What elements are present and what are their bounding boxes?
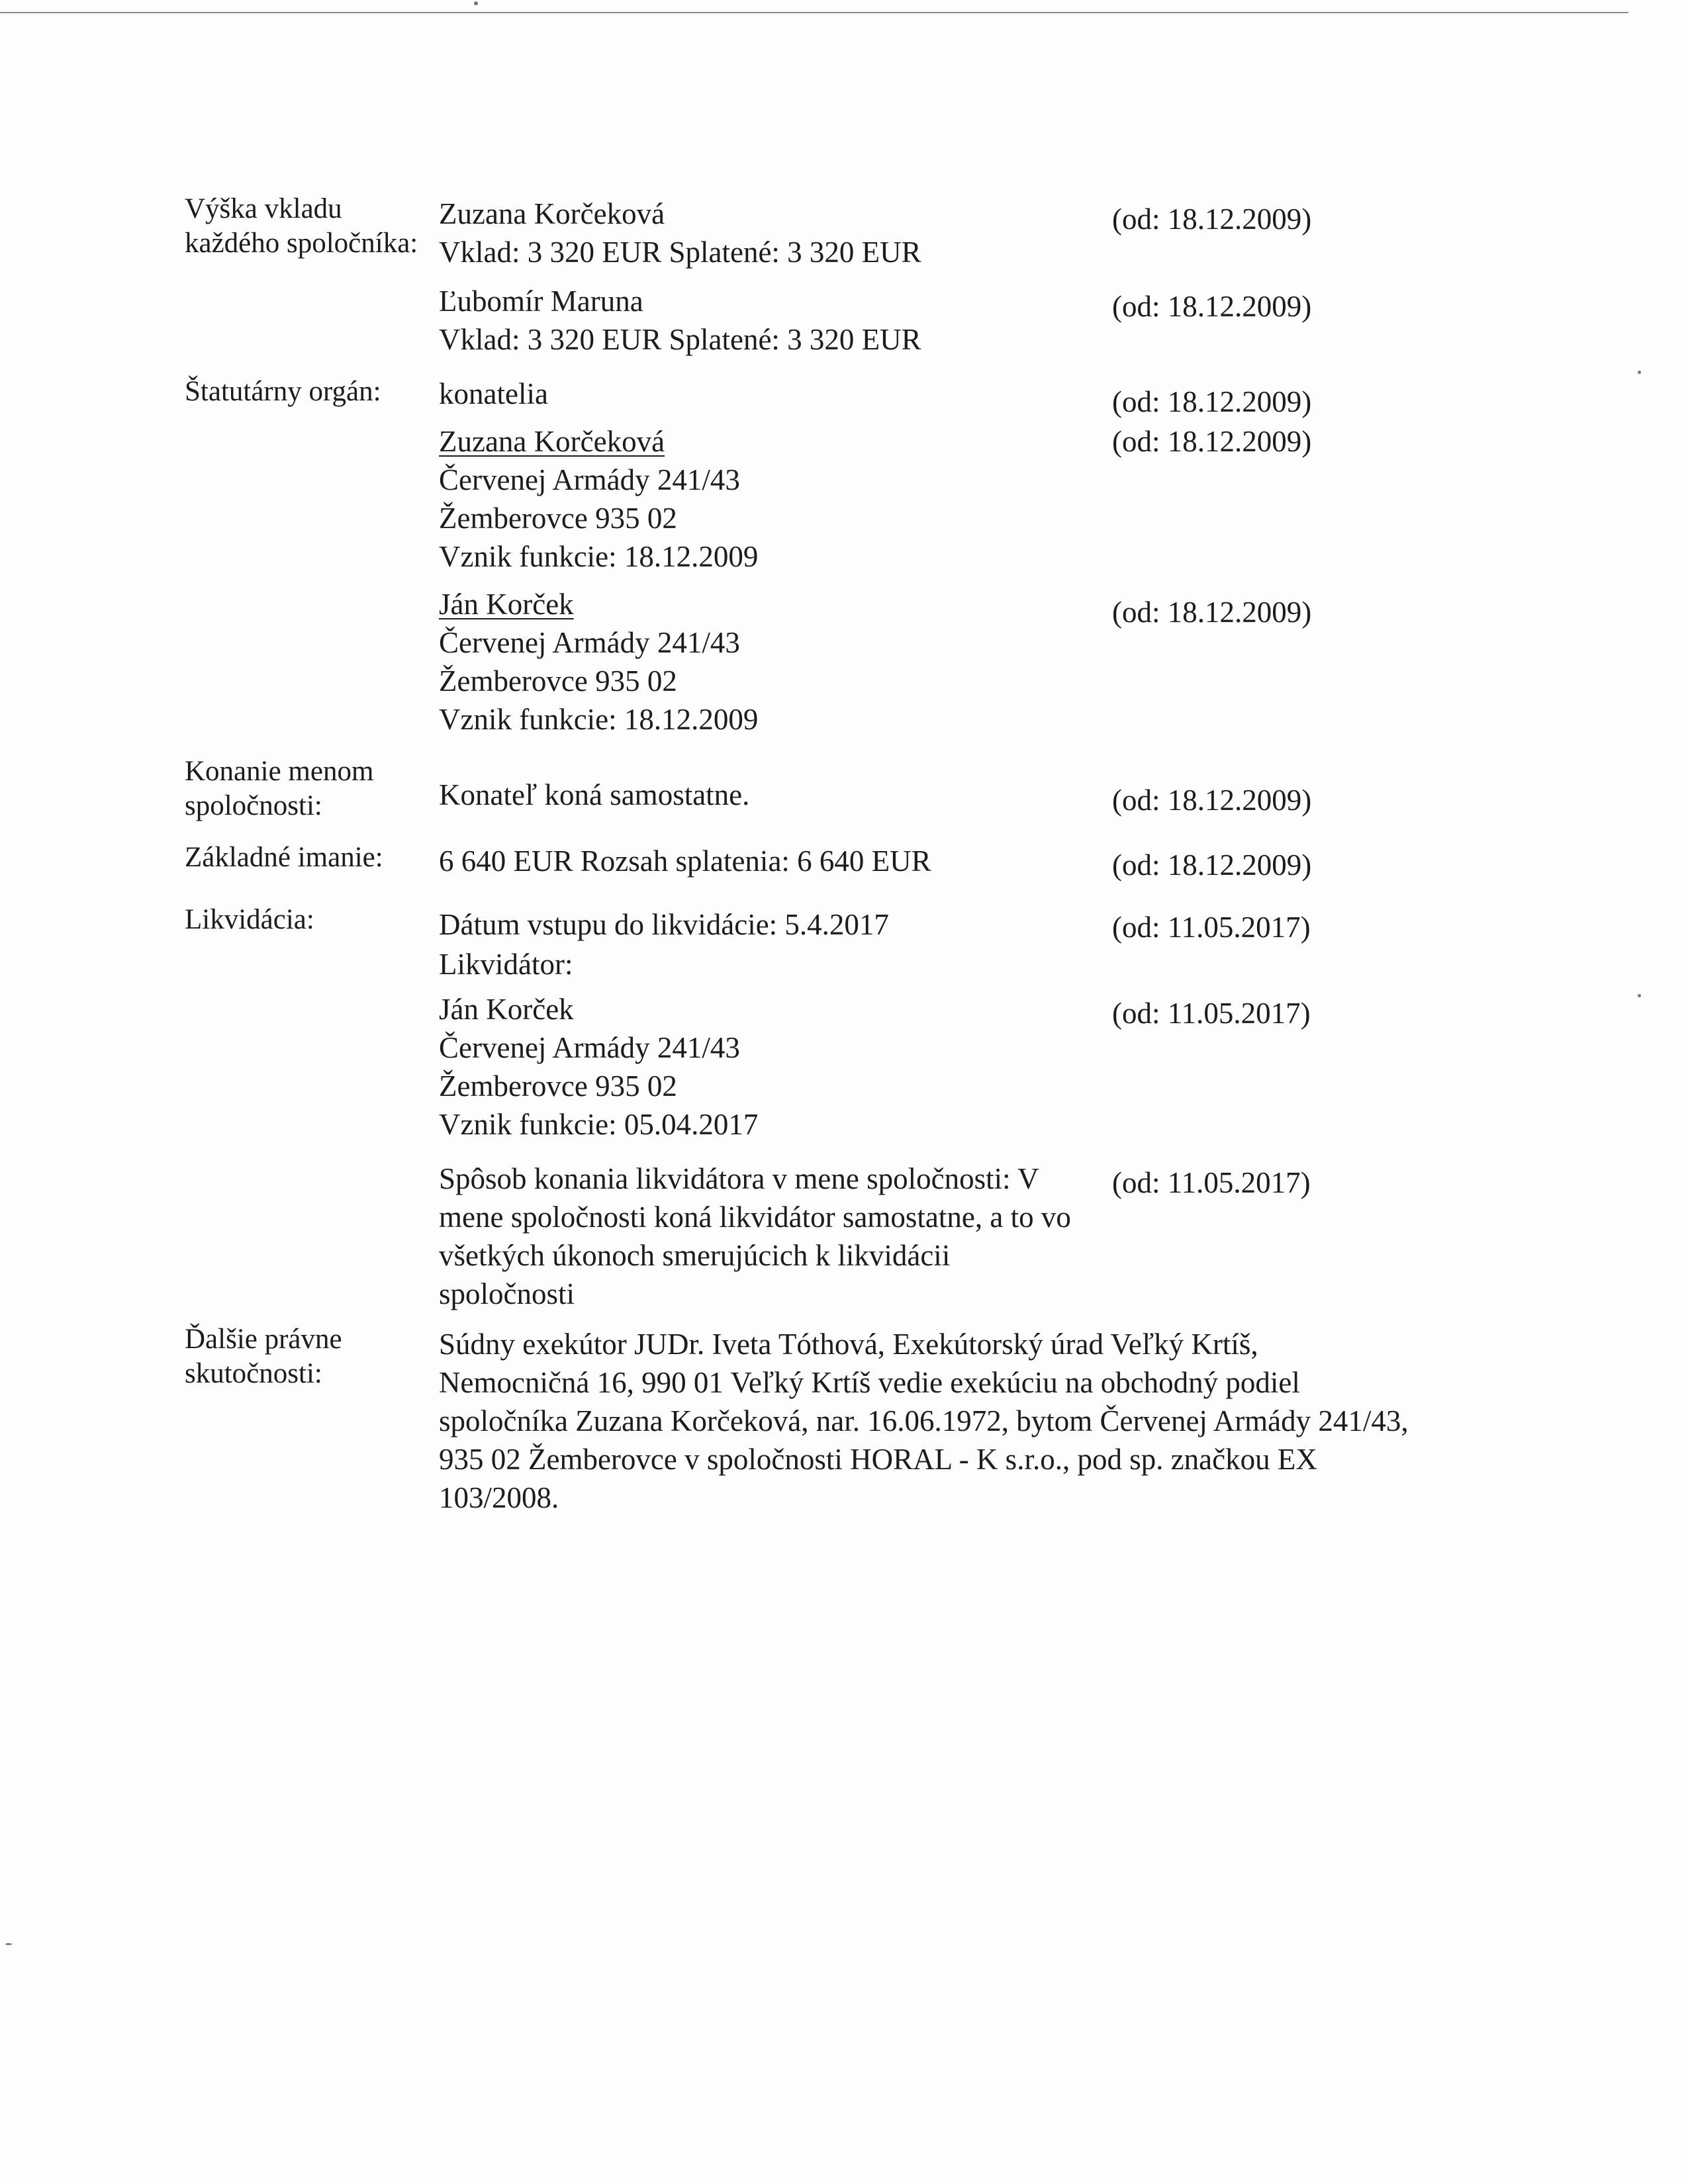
imanie-label: Základné imanie: — [185, 842, 383, 873]
statutarny-type-date: (od: 18.12.2009) — [1112, 385, 1312, 418]
vklad-detail: Vklad: 3 320 EUR Splatené: 3 320 EUR — [439, 323, 921, 356]
konatel-entry — [439, 422, 758, 576]
likvidacia-vstup: Dátum vstupu do likvidácie: 5.4.2017 — [439, 908, 889, 941]
likvidator-vznik: Vznik funkcie: 05.04.2017 — [439, 1108, 759, 1141]
vklady-label: Výška vkladu každého spoločníka: — [185, 193, 418, 259]
likvidacia-label: Likvidácia: — [185, 904, 314, 935]
vklad-entry — [439, 195, 921, 271]
likvidator-entry — [439, 990, 758, 1144]
konatel-name: Ján Korček — [439, 588, 574, 621]
scan-speck — [1638, 994, 1641, 997]
konatel-vznik: Vznik funkcie: 18.12.2009 — [439, 703, 759, 736]
likvidator-street: Červenej Armády 241/43 — [439, 1031, 740, 1064]
scan-edge-line — [0, 12, 1628, 13]
dalsie-label: Ďalšie právne skutočnosti: — [185, 1324, 342, 1389]
dalsie-text: Súdny exekútor JUDr. Iveta Tóthová, Exekútorský úrad Veľký Krtíš, Nemocničná 16, 990 01 Veľký Krtíš vedie exekúciu na obchodný podiel spoločníka Zuzana Korčeková, nar. 16.06.1972, bytom Červenej Armády 241/43, 935 02 Žemberovce v spoločnosti HORAL - K s.r.o., pod sp. značkou EX 103/2008. — [439, 1328, 1409, 1514]
likvidacia-vstup-date: (od: 11.05.2017) — [1112, 911, 1311, 944]
konanie-text: Konateľ koná samostatne. — [439, 778, 750, 811]
likvidator-city: Žemberovce 935 02 — [439, 1069, 677, 1103]
vklad-entry — [439, 282, 921, 359]
likvidacia-sposob-date: (od: 11.05.2017) — [1112, 1166, 1311, 1199]
konatel-date: (od: 18.12.2009) — [1112, 596, 1312, 629]
konatel-entry — [439, 585, 758, 739]
konatel-city: Žemberovce 935 02 — [439, 502, 677, 535]
vklad-name: Zuzana Korčeková — [439, 197, 665, 230]
imanie-text: 6 640 EUR Rozsah splatenia: 6 640 EUR — [439, 844, 931, 878]
konanie-label: Konanie menom spoločnosti: — [185, 756, 374, 821]
konatel-city: Žemberovce 935 02 — [439, 664, 677, 698]
konanie-date: (od: 18.12.2009) — [1112, 784, 1312, 817]
scan-speck — [1638, 371, 1641, 374]
vklad-detail: Vklad: 3 320 EUR Splatené: 3 320 EUR — [439, 236, 921, 269]
scan-speck — [5, 1943, 12, 1945]
konatel-vznik: Vznik funkcie: 18.12.2009 — [439, 540, 759, 573]
imanie-date: (od: 18.12.2009) — [1112, 848, 1312, 882]
vklad-name: Ľubomír Maruna — [439, 285, 643, 318]
likvidator-date: (od: 11.05.2017) — [1112, 997, 1311, 1030]
konatel-name: Zuzana Korčeková — [439, 425, 665, 458]
vklad-date: (od: 18.12.2009) — [1112, 290, 1312, 323]
likvidator-label: Likvidátor: — [439, 948, 573, 981]
konatel-date: (od: 18.12.2009) — [1112, 425, 1312, 458]
likvidacia-sposob: Spôsob konania likvidátora v mene spoločnosti: V mene spoločnosti koná likvidátor samostatne, a to vo všetkých úkonoch smerujúcich k likvidácii spoločnosti — [439, 1162, 1071, 1310]
statutarny-label: Štatutárny orgán: — [185, 376, 381, 407]
likvidator-name: Ján Korček — [439, 993, 574, 1026]
konatel-street: Červenej Armády 241/43 — [439, 626, 740, 659]
scan-speck — [474, 1, 478, 5]
statutarny-type: konatelia — [439, 377, 548, 410]
vklad-date: (od: 18.12.2009) — [1112, 203, 1312, 236]
konatel-street: Červenej Armády 241/43 — [439, 463, 740, 496]
